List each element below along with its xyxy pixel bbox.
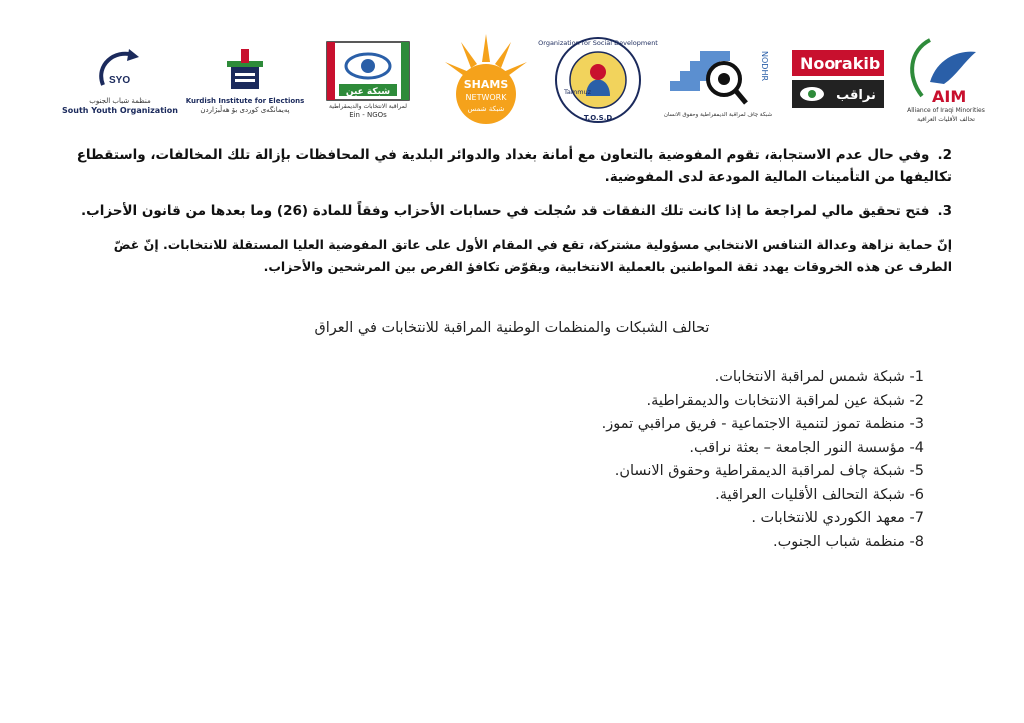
kurdish-name-ku: پەیمانگەی کوردی بۆ هەڵبژاردن [200, 106, 290, 114]
list-item: 3- منظمة تموز لتنمية الاجتماعية - فريق مراقبي تموز. [601, 416, 924, 432]
shams-network-logo [436, 30, 536, 130]
noorakib-name-ar: نراقب [836, 88, 876, 103]
list-item: 2- شبكة عين لمراقبة الانتخابات والديمقراطية. [646, 392, 924, 409]
tammuz-logo [538, 30, 658, 130]
nodhr-logo [662, 30, 774, 130]
dove-wreath-icon [904, 36, 988, 106]
syo-name-ar: منظمة شباب الجنوب [89, 97, 151, 105]
syo-emblem-icon [95, 45, 145, 97]
noorakib-logo [788, 30, 888, 130]
kurdish-institute-logo [185, 30, 305, 130]
ein-eye-icon [325, 40, 411, 102]
tammuz-ring-text: Organization for Social Development [538, 39, 658, 47]
point-3 [72, 200, 952, 222]
tammuz-seal-icon [538, 34, 658, 126]
shams-name-en: SHAMS [463, 78, 509, 91]
alliance-title: تحالف الشبكات والمنظمات الوطنية المراقبة للانتخابات في العراق [314, 320, 710, 336]
aim-abbr: AIM [932, 87, 967, 106]
aim-name-ar: تحالف الأقليات العراقية [917, 116, 975, 123]
list-item: 5- شبكة چاف لمراقبة الديمقراطية وحقوق الانسان. [614, 463, 924, 479]
kurdish-name-en: Kurdish Institute for Elections [185, 97, 305, 105]
shams-network: NETWORK [465, 93, 507, 102]
point-3-number: 3. [937, 203, 952, 219]
aim-name-en: Alliance of Iraqi Minorities [907, 107, 985, 114]
noorakib-part1: Noo [800, 54, 836, 73]
ein-sub-ar: لمراقبة الانتخابات والديمقراطية [329, 103, 407, 110]
point-2-number: 2. [937, 147, 952, 163]
list-item: 8- منظمة شباب الجنوب. [772, 533, 924, 550]
point-2-text: وفي حال عدم الاستجابة، تقوم المفوضية بالتعاون مع أمانة بغداد والدوائر البلدية في المحافظات بإزالة تلك المخالفات، واستقطاع تكاليفها من التأمينات المالية المودعة لدى المفوضية. [76, 147, 952, 185]
sun-rays-icon [441, 32, 531, 128]
ein-sub-en: Ein - NGOs [349, 111, 387, 119]
syo-logo [60, 30, 180, 130]
list-item: 4- مؤسسة النور الجامعة – بعثة نراقب. [689, 439, 924, 456]
point-2 [72, 144, 952, 188]
syo-name-en: South Youth Organization [62, 106, 178, 115]
ein-network-logo [320, 30, 416, 130]
magnifier-eye-icon [666, 41, 770, 111]
tammuz-abbr: T.O.S.D [583, 114, 613, 122]
noorakib-eye-icon [790, 48, 886, 112]
ein-name-ar: شبكة عين [345, 87, 391, 97]
list-item: 1- شبكة شمس لمراقبة الانتخابات. [714, 369, 924, 385]
members-list [324, 366, 924, 554]
list-item: 7- معهد الكوردي للانتخابات . [751, 510, 924, 526]
partner-logos-strip [50, 30, 990, 130]
nodhr-caption: شبكة چاف لمراقبة الديمقراطية وحقوق الانسان [663, 111, 773, 118]
ballot-box-icon [219, 45, 271, 97]
aim-logo [900, 30, 992, 130]
tammuz-left-text: Tammuz [564, 88, 592, 96]
noorakib-part2: rakib [834, 54, 881, 73]
closing-paragraph: إنّ حماية نزاهة وعدالة التنافس الانتخابي مسؤولية مشتركة، تقع في المقام الأول على عاتق المفوضية العليا المستقلة للانتخابات. إنّ غضّ الطرف عن هذه الخروقات يهدد ثقة المواطنين بالعملية الانتخابية، ويقوّض تكافؤ الفرص بين المرشحين والأحزاب. [113, 237, 952, 274]
nodhr-abbr: NODHR [760, 50, 769, 81]
shams-name-ar: شبكة شمس [467, 105, 505, 113]
syo-abbr: SYO [109, 75, 131, 86]
point-3-text: فتح تحقيق مالي لمراجعة ما إذا كانت تلك النفقات قد سُجلت في حسابات الأحزاب وفقاً للمادة (26) وما بعدها من قانون الأحزاب. [81, 203, 930, 219]
list-item: 6- شبكة التحالف الأقليات العراقية. [715, 486, 924, 503]
